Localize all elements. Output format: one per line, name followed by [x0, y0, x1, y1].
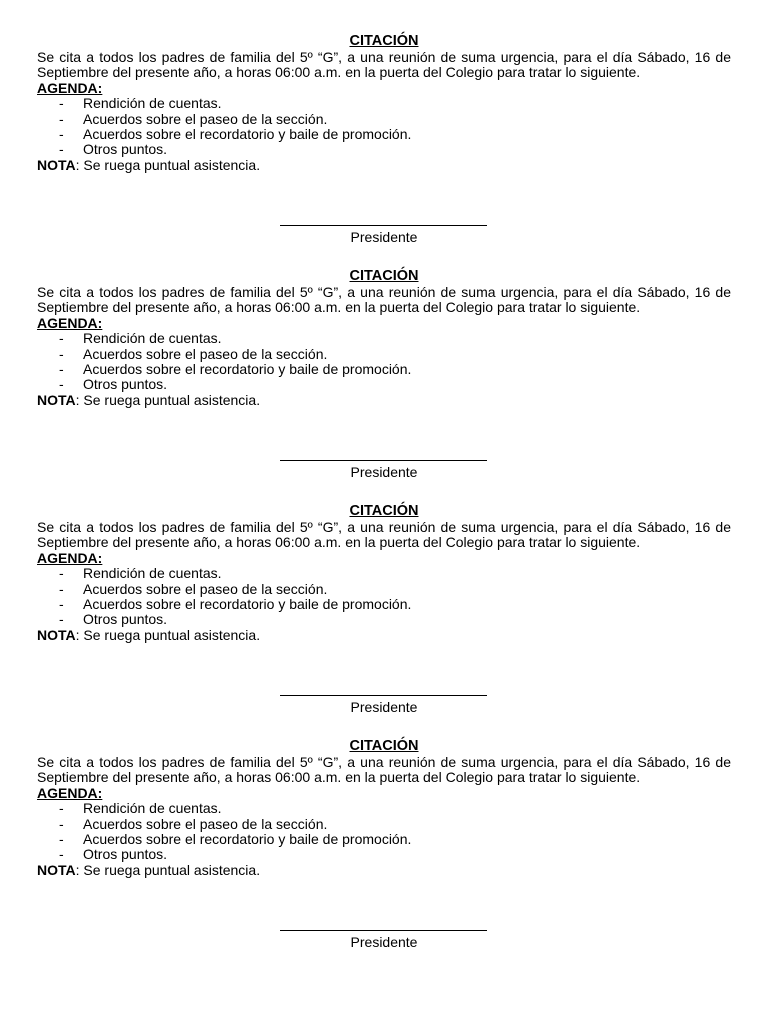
agenda-item: [37, 566, 731, 581]
agenda-item-text: Otros puntos.: [83, 141, 168, 158]
agenda-item-text: Acuerdos sobre el recordatorio y baile de promoción.: [83, 831, 412, 847]
agenda-list: [37, 331, 731, 393]
agenda-item-text: Otros puntos.: [83, 846, 168, 863]
bullet-dash: -: [59, 361, 64, 377]
bullet-dash: -: [59, 831, 64, 847]
agenda-item: [37, 801, 731, 816]
agenda-item: [37, 142, 731, 157]
citation-title: CITACIÓN: [349, 503, 419, 519]
agenda-list: [37, 566, 731, 628]
agenda-item: [37, 347, 731, 362]
citation-body: Se cita a todos los padres de familia del 5º “G”, a una reunión de suma urgencia, para el día Sábado, 16 de Septiembre del presente año, a horas 06:00 a.m. en la puerta del Colegio para tratar lo siguiente.: [37, 49, 731, 81]
agenda-label: AGENDA:: [37, 784, 103, 801]
nota-text: : Se ruega puntual asistencia.: [75, 626, 261, 643]
citation-title: CITACIÓN: [349, 738, 419, 754]
agenda-item-text: Rendición de cuentas.: [83, 800, 222, 817]
agenda-item: [37, 817, 731, 832]
nota-line: [37, 158, 731, 173]
agenda-item-text: Acuerdos sobre el recordatorio y baile de promoción.: [83, 126, 412, 142]
bullet-dash: -: [59, 110, 64, 127]
citation-block: [37, 33, 731, 245]
bullet-dash: -: [59, 345, 64, 362]
citation-body: Se cita a todos los padres de familia del 5º “G”, a una reunión de suma urgencia, para el día Sábado, 16 de Septiembre del presente año, a horas 06:00 a.m. en la puerta del Colegio para tratar lo siguiente.: [37, 284, 731, 316]
signature-label: Presidente: [350, 934, 418, 950]
agenda-item-text: Acuerdos sobre el paseo de la sección.: [83, 345, 328, 362]
agenda-label: AGENDA:: [37, 549, 103, 566]
bullet-dash: -: [59, 846, 64, 863]
agenda-item-text: Rendición de cuentas.: [83, 95, 222, 112]
nota-label: NOTA: [37, 861, 76, 878]
signature-label: Presidente: [350, 229, 418, 245]
agenda-item: [37, 832, 731, 847]
bullet-dash: -: [59, 611, 64, 628]
agenda-item: [37, 847, 731, 862]
agenda-list: [37, 96, 731, 158]
agenda-item: [37, 582, 731, 597]
agenda-item-text: Acuerdos sobre el paseo de la sección.: [83, 110, 328, 127]
signature-line: [280, 695, 487, 696]
agenda-item: [37, 377, 731, 392]
nota-text: : Se ruega puntual asistencia.: [75, 156, 261, 173]
bullet-dash: -: [59, 126, 64, 142]
bullet-dash: -: [59, 565, 64, 582]
citation-block: [37, 738, 731, 950]
agenda-item: [37, 612, 731, 627]
agenda-item: [37, 597, 731, 612]
bullet-dash: -: [59, 330, 64, 347]
signature-label: Presidente: [350, 464, 418, 480]
bullet-dash: -: [59, 141, 64, 158]
citation-block: [37, 268, 731, 480]
agenda-label: AGENDA:: [37, 314, 103, 331]
citation-body: Se cita a todos los padres de familia del 5º “G”, a una reunión de suma urgencia, para el día Sábado, 16 de Septiembre del presente año, a horas 06:00 a.m. en la puerta del Colegio para tratar lo siguiente.: [37, 754, 731, 786]
agenda-item-text: Acuerdos sobre el paseo de la sección.: [83, 580, 328, 597]
nota-line: [37, 628, 731, 643]
agenda-item: [37, 362, 731, 377]
agenda-item-text: Acuerdos sobre el paseo de la sección.: [83, 815, 328, 832]
signature-label: Presidente: [350, 699, 418, 715]
agenda-item-text: Acuerdos sobre el recordatorio y baile de promoción.: [83, 596, 412, 612]
agenda-list: [37, 801, 731, 863]
bullet-dash: -: [59, 800, 64, 817]
citation-title: CITACIÓN: [349, 33, 419, 49]
nota-label: NOTA: [37, 626, 76, 643]
agenda-item: [37, 127, 731, 142]
nota-label: NOTA: [37, 391, 76, 408]
agenda-item-text: Rendición de cuentas.: [83, 565, 222, 582]
bullet-dash: -: [59, 376, 64, 393]
nota-line: [37, 393, 731, 408]
agenda-item-text: Otros puntos.: [83, 611, 168, 628]
citation-title: CITACIÓN: [349, 268, 419, 284]
agenda-item: [37, 112, 731, 127]
bullet-dash: -: [59, 95, 64, 112]
agenda-item-text: Otros puntos.: [83, 376, 168, 393]
citation-block: [37, 503, 731, 715]
signature-line: [280, 930, 487, 931]
nota-text: : Se ruega puntual asistencia.: [75, 391, 261, 408]
agenda-item: [37, 96, 731, 111]
agenda-label: AGENDA:: [37, 79, 103, 96]
nota-text: : Se ruega puntual asistencia.: [75, 861, 261, 878]
nota-label: NOTA: [37, 156, 76, 173]
citation-body: Se cita a todos los padres de familia del 5º “G”, a una reunión de suma urgencia, para el día Sábado, 16 de Septiembre del presente año, a horas 06:00 a.m. en la puerta del Colegio para tratar lo siguiente.: [37, 519, 731, 551]
signature-line: [280, 460, 487, 461]
nota-line: [37, 863, 731, 878]
agenda-item-text: Rendición de cuentas.: [83, 330, 222, 347]
signature-line: [280, 225, 487, 226]
bullet-dash: -: [59, 580, 64, 597]
bullet-dash: -: [59, 815, 64, 832]
bullet-dash: -: [59, 596, 64, 612]
agenda-item: [37, 331, 731, 346]
agenda-item-text: Acuerdos sobre el recordatorio y baile de promoción.: [83, 361, 412, 377]
